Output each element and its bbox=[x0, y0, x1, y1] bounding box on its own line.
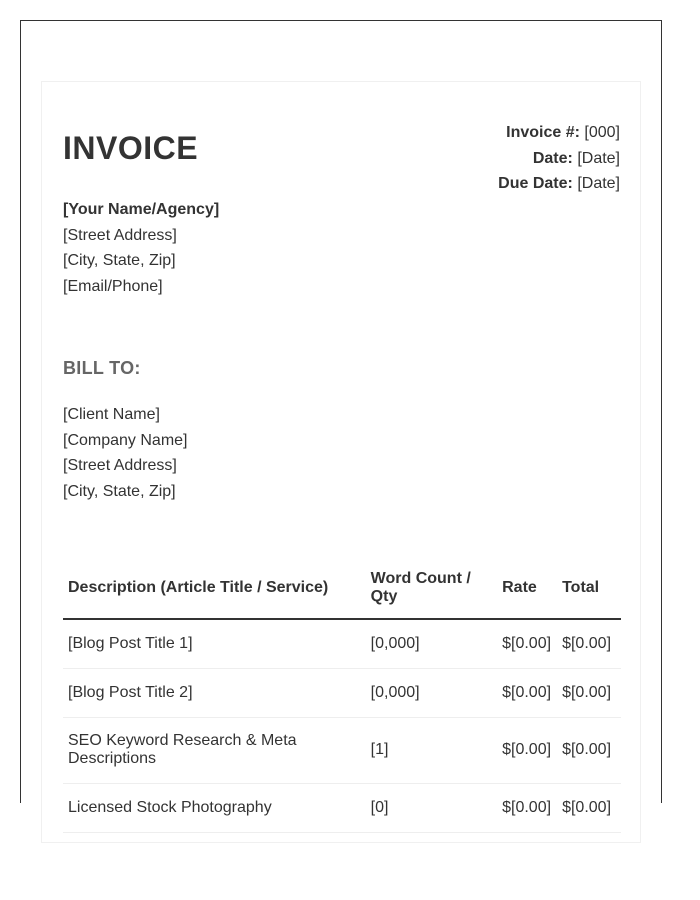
row-total: $[0.00] bbox=[557, 783, 621, 832]
row-rate: $[0.00] bbox=[497, 717, 557, 783]
client-block bbox=[63, 402, 188, 504]
column-header-qty: Word Count / Qty bbox=[366, 566, 497, 619]
row-description: [Blog Post Title 2] bbox=[63, 668, 366, 717]
sender-city: [City, State, Zip] bbox=[63, 252, 176, 269]
column-header-total: Total bbox=[557, 566, 621, 619]
row-total: $[0.00] bbox=[557, 668, 621, 717]
invoice-due-date-line bbox=[498, 171, 620, 197]
row-rate: $[0.00] bbox=[497, 619, 557, 668]
line-items-table bbox=[63, 566, 621, 833]
invoice-date-line bbox=[498, 146, 620, 172]
invoice-sheet bbox=[41, 81, 641, 843]
invoice-date-value: [Date] bbox=[577, 149, 620, 167]
client-street: [Street Address] bbox=[63, 457, 177, 474]
row-qty: [0,000] bbox=[366, 668, 497, 717]
sender-street: [Street Address] bbox=[63, 226, 177, 244]
client-company: [Company Name] bbox=[63, 431, 188, 449]
client-name: [Client Name] bbox=[63, 406, 160, 423]
invoice-title: INVOICE bbox=[63, 130, 199, 166]
row-description: [Blog Post Title 1] bbox=[63, 619, 366, 668]
document-viewport bbox=[20, 20, 662, 816]
row-qty: [1] bbox=[366, 717, 497, 783]
row-description: SEO Keyword Research & Meta Descriptions bbox=[63, 717, 366, 783]
row-rate: $[0.00] bbox=[497, 783, 557, 832]
table-header-row bbox=[63, 566, 621, 619]
invoice-due-date-value: [Date] bbox=[577, 175, 620, 192]
row-rate: $[0.00] bbox=[497, 668, 557, 717]
row-description: Licensed Stock Photography bbox=[63, 783, 366, 832]
row-total: $[0.00] bbox=[557, 717, 621, 783]
invoice-due-date-label: Due Date: bbox=[498, 175, 573, 192]
invoice-number-line bbox=[498, 120, 620, 146]
table-row bbox=[63, 668, 621, 717]
row-total: $[0.00] bbox=[557, 619, 621, 668]
row-qty: [0] bbox=[366, 783, 497, 832]
table-row bbox=[63, 717, 621, 783]
table-row bbox=[63, 783, 621, 832]
client-city: [City, State, Zip] bbox=[63, 482, 176, 500]
invoice-meta bbox=[498, 120, 620, 197]
bill-to-heading: BILL TO: bbox=[63, 358, 141, 378]
sender-contact: [Email/Phone] bbox=[63, 277, 163, 295]
sender-name: [Your Name/Agency] bbox=[63, 201, 220, 218]
sender-block bbox=[63, 197, 219, 299]
column-header-description: Description (Article Title / Service) bbox=[63, 566, 366, 619]
row-qty: [0,000] bbox=[366, 619, 497, 668]
table-row bbox=[63, 619, 621, 668]
column-header-rate: Rate bbox=[497, 566, 557, 619]
invoice-date-label: Date: bbox=[532, 149, 573, 167]
invoice-number-label: Invoice #: bbox=[506, 124, 580, 141]
invoice-number-value: [000] bbox=[584, 124, 620, 141]
